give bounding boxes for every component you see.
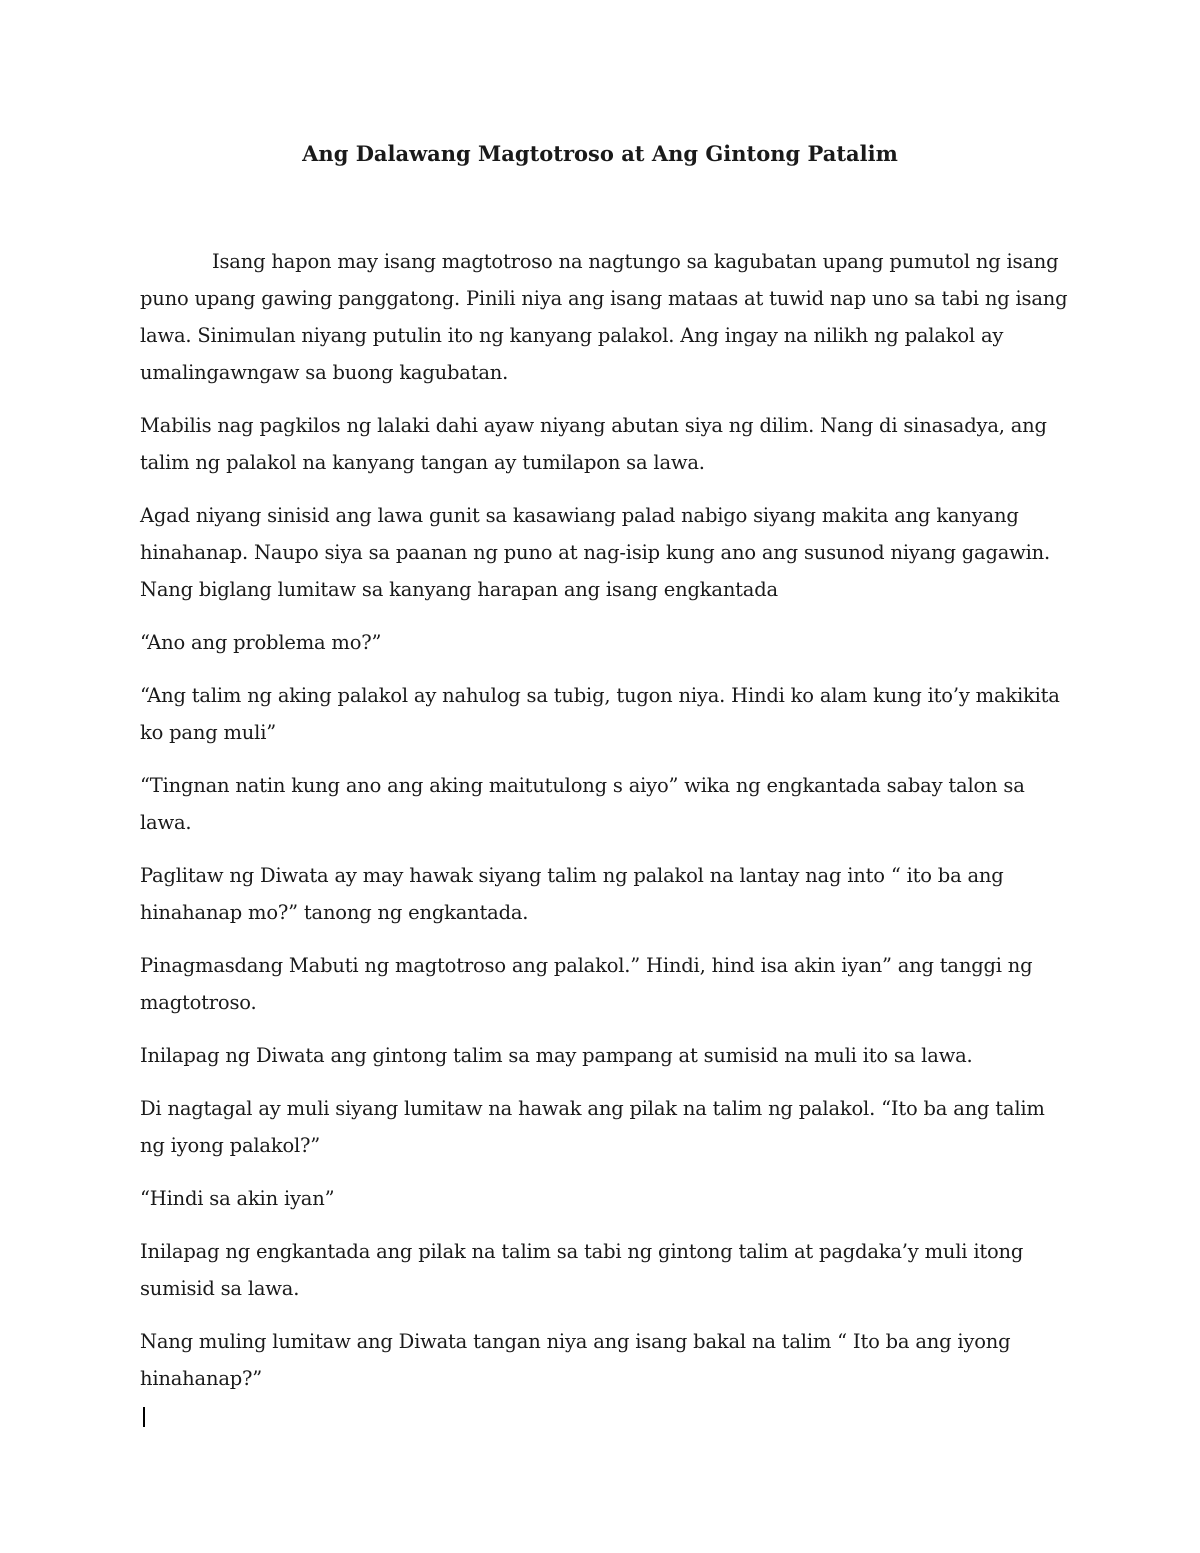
paragraph-10: Di nagtagal ay muli siyang lumitaw na hawak ang pilak na talim ng palakol. “Ito ba ang talim ng iyong palakol?” — [140, 1097, 1045, 1157]
paragraph-7: Paglitaw ng Diwata ay may hawak siyang talim ng palakol na lantay nag into “ ito ba ang hinahanap mo?” tanong ng engkantada. — [140, 864, 1004, 924]
paragraph-3: Agad niyang sinisid ang lawa gunit sa kasawiang palad nabigo siyang makita ang kanyang hinahanap. Naupo siya sa paanan ng puno at nag-isip kung ano ang susunod niyang gagawin. Nang biglang lumitaw sa kanyang harapan ang isang engkantada — [140, 504, 1051, 601]
paragraph-8: Pinagmasdang Mabuti ng magtotroso ang palakol.” Hindi, hind isa akin iyan” ang tanggi ng magtotroso. — [140, 954, 1033, 1014]
paragraph-9: Inilapag ng Diwata ang gintong talim sa may pampang at sumisid na muli ito sa lawa. — [140, 1044, 973, 1067]
paragraph-6: “Tingnan natin kung ano ang aking maitutulong s aiyo” wika ng engkantada sabay talon sa lawa. — [140, 774, 1025, 834]
paragraph-12: Inilapag ng engkantada ang pilak na talim sa tabi ng gintong talim at pagdaka’y muli itong sumisid sa lawa. — [140, 1240, 1024, 1300]
document-body[interactable] — [140, 243, 1075, 1427]
document-title: Ang Dalawang Magtotroso at Ang Gintong Patalim — [302, 141, 898, 166]
paragraph-2: Mabilis nag pagkilos ng lalaki dahi ayaw niyang abutan siya ng dilim. Nang di sinasadya, ang talim ng palakol na kanyang tangan ay tumilapon sa lawa. — [140, 414, 1047, 474]
text-cursor — [143, 1407, 145, 1427]
paragraph-5: “Ang talim ng aking palakol ay nahulog sa tubig, tugon niya. Hindi ko alam kung ito’y makikita ko pang muli” — [140, 684, 1060, 744]
paragraph-13: Nang muling lumitaw ang Diwata tangan niya ang isang bakal na talim “ Ito ba ang iyong hinahanap?” — [140, 1330, 1011, 1390]
paragraph-4: “Ano ang problema mo?” — [140, 631, 382, 654]
paragraph-1: Isang hapon may isang magtotroso na nagtungo sa kagubatan upang pumutol ng isang puno upang gawing panggatong. Pinili niya ang isang mataas at tuwid nap uno sa tabi ng isang lawa. Sinimulan niyang putulin ito ng kanyang palakol. Ang ingay na nilikh ng palakol ay umalingawngaw sa buong kagubatan. — [140, 250, 1068, 384]
paragraph-11: “Hindi sa akin iyan” — [140, 1187, 335, 1210]
